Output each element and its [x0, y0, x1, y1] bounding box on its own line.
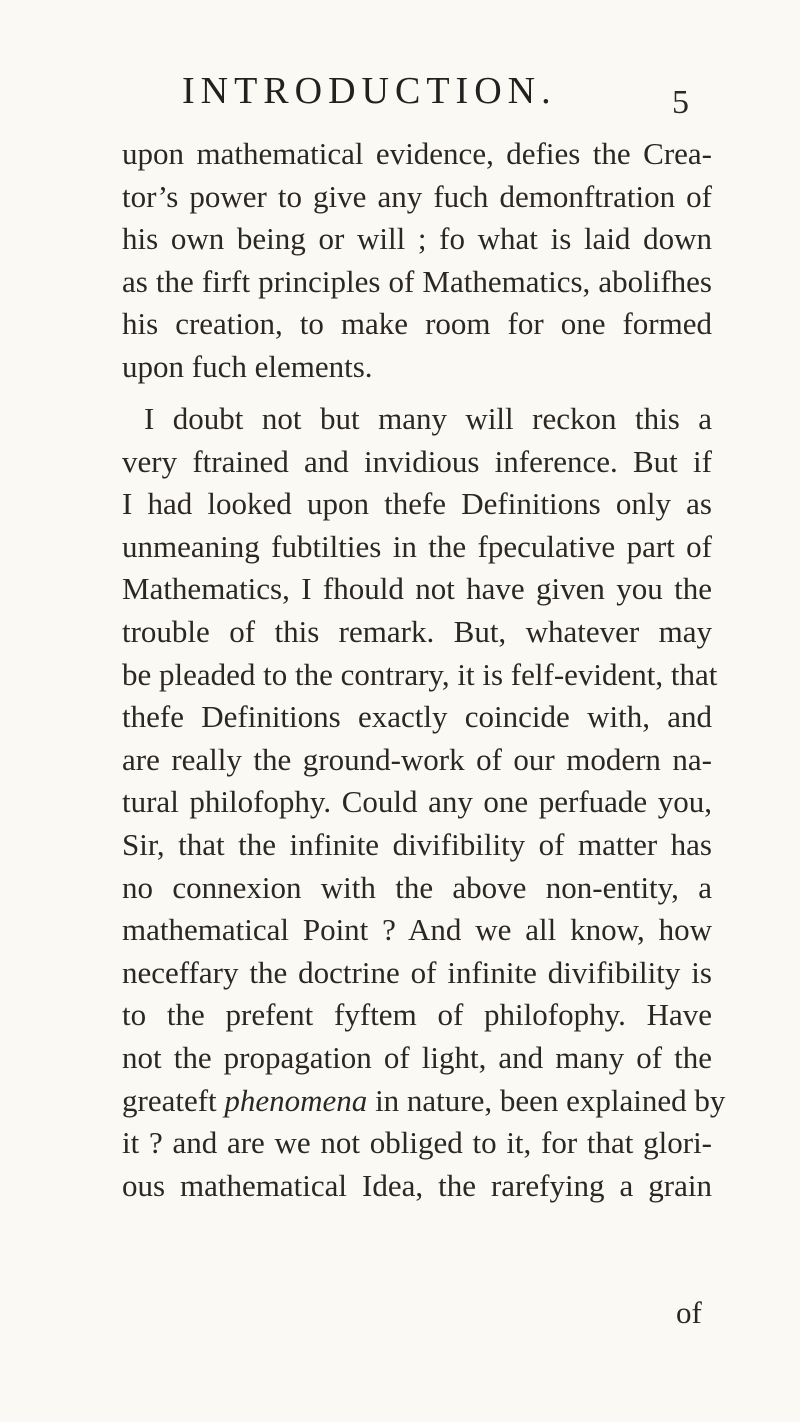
text-line: his own being or will ; fo what is laid down — [122, 221, 712, 257]
text-line: no connexion with the above non-entity, a — [122, 869, 712, 905]
text-line: ous mathematical Idea, the rarefying a grain — [122, 1167, 712, 1203]
text-line: Sir, that the infinite divifibility of matter has — [122, 826, 712, 862]
text-run: greateft — [122, 1082, 225, 1118]
italic-term: phenomena — [224, 1082, 368, 1118]
text-line: trouble of this remark. But, whatever may — [122, 613, 712, 649]
text-line: tural philofophy. Could any one perfuade you, — [122, 784, 712, 820]
text-line: unmeaning fubtilties in the fpeculative part of — [122, 528, 712, 564]
text-line: I had looked upon thefe Definitions only as — [122, 486, 712, 522]
text-line: upon fuch elements. — [122, 348, 373, 384]
text-line: as the firft principles of Mathematics, abolifhes — [122, 263, 712, 299]
text-line: thefe Definitions exactly coincide with, and — [122, 699, 712, 735]
text-line: his creation, to make room for one formed — [122, 306, 712, 342]
text-run: in nature, been explained by — [367, 1082, 726, 1118]
paragraph-2 — [122, 398, 726, 1207]
text-line: be pleaded to the contrary, it is felf-evident, that — [122, 656, 718, 692]
text-line: Mathematics, I fhould not have given you the — [122, 571, 712, 607]
text-line: neceffary the doctrine of infinite divifibility is — [122, 954, 712, 990]
text-line-greatest — [122, 1080, 726, 1123]
text-line: not the propagation of light, and many of the — [122, 1039, 712, 1075]
text-line: are really the ground-work of our modern na- — [122, 741, 712, 777]
paragraph-1 — [122, 133, 712, 389]
page-number: 5 — [672, 84, 689, 121]
text-line: to the prefent fyftem of philofophy. Have — [122, 997, 712, 1033]
text-line: tor’s power to give any fuch demonftration of — [122, 178, 712, 214]
text-line: it ? and are we not obliged to it, for that glori- — [122, 1125, 712, 1161]
text-line: very ftrained and invidious inference. But if — [122, 443, 712, 479]
catchword: of — [676, 1295, 702, 1330]
running-head: INTRODUCTION. — [182, 70, 557, 112]
text-line: mathematical Point ? And we all know, how — [122, 912, 712, 948]
text-line: I doubt not but many will reckon this a — [144, 401, 712, 436]
text-line: upon mathematical evidence, defies the Crea- — [122, 136, 712, 171]
